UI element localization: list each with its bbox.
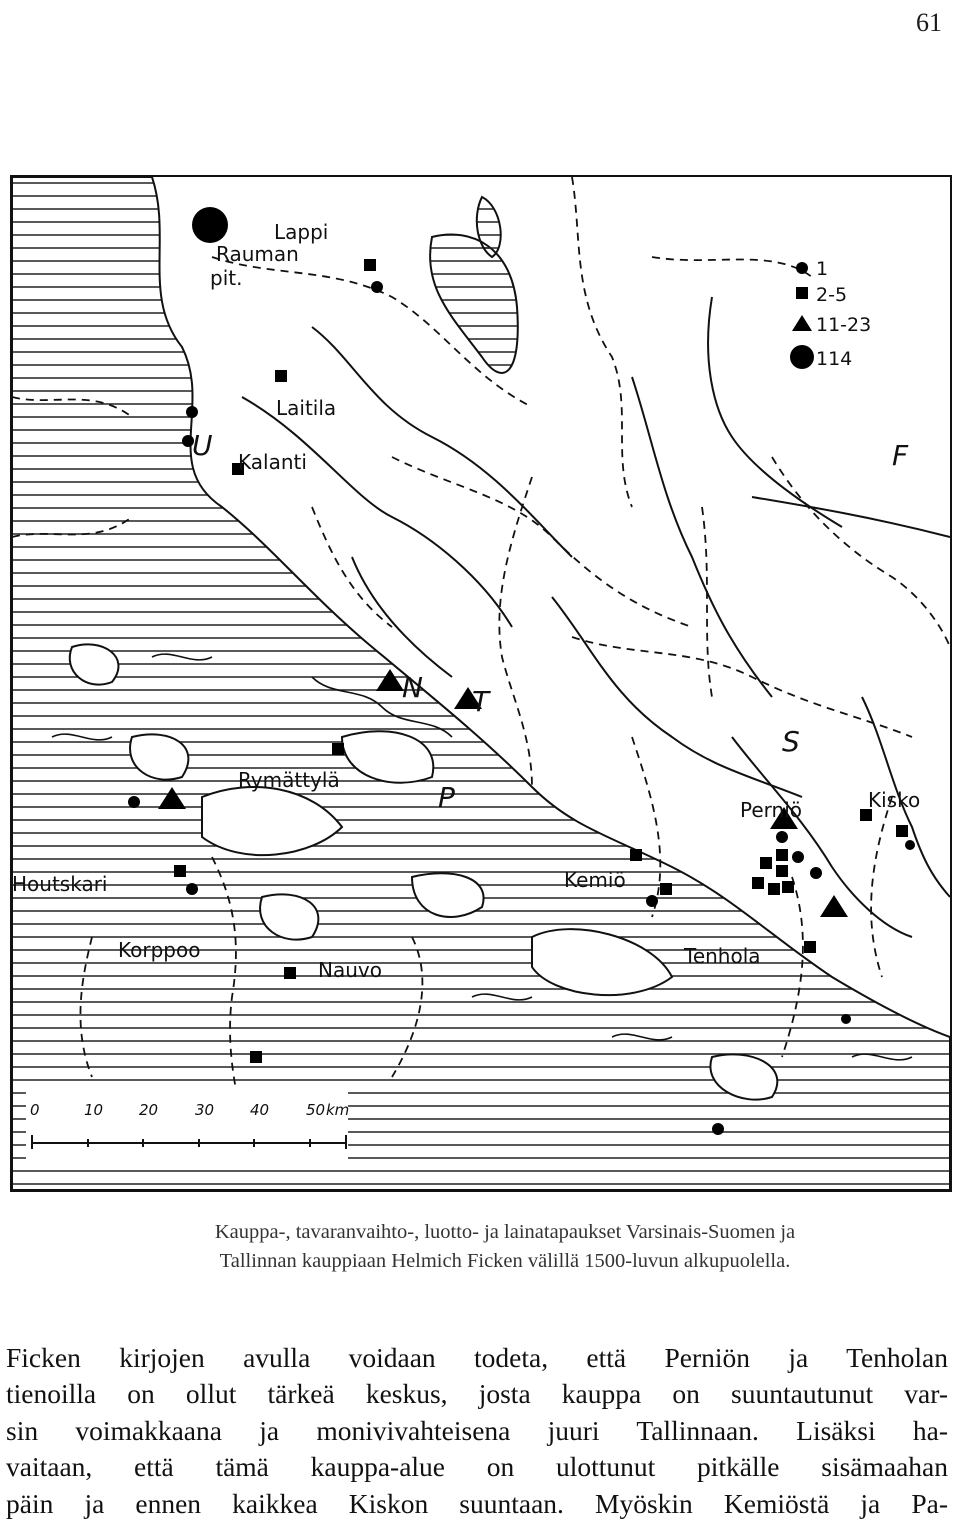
scale-bar (26, 1087, 349, 1167)
caption-line-1: Kauppa-, tavaranvaihto-, luotto- ja lainatapaukset Varsinais-Suomen ja (214, 1221, 796, 1243)
legend-square-icon (796, 287, 808, 299)
label-houtskari: Houtskari (12, 872, 108, 896)
map-legend (790, 258, 871, 370)
marker-square (782, 881, 794, 893)
body-line-3: sin voimakkaana ja monivivahteisena juuri Tallinnaan. Lisäksi ha- (6, 1414, 948, 1446)
scale-tick-50: 50 (306, 1101, 326, 1119)
label-lappi: Lappi (274, 220, 329, 244)
label-nauvo: Nauvo (318, 958, 382, 982)
marker-dot (128, 796, 140, 808)
page-number: 61 (916, 8, 942, 37)
legend-label-1: 1 (816, 258, 829, 280)
marker-dot (186, 406, 198, 418)
marker-square (174, 865, 186, 877)
marker-square (760, 857, 772, 869)
marker-square (768, 883, 780, 895)
marker-dot (371, 281, 383, 293)
scale-tick-0: 0 (30, 1101, 40, 1119)
historical-trade-map (10, 175, 952, 1192)
marker-big-dot (192, 207, 228, 243)
label-laitila: Laitila (276, 396, 337, 420)
label-korppoo: Korppoo (118, 938, 201, 962)
body-paragraph (6, 1340, 948, 1522)
marker-dot (712, 1123, 724, 1135)
marker-dot (646, 895, 658, 907)
scale-tick-10: 10 (84, 1101, 104, 1119)
legend-dot-icon (796, 262, 808, 274)
label-pit: pit. (210, 266, 243, 290)
marker-square (275, 370, 287, 382)
label-t: T (472, 685, 490, 718)
marker-dot (792, 851, 804, 863)
marker-square (364, 259, 376, 271)
label-kisko: Kisko (868, 788, 921, 812)
marker-square (804, 941, 816, 953)
body-line-4: vaitaan, että tämä kauppa-alue on ulottunut pitkälle sisämaahan (6, 1451, 948, 1483)
caption-line-2: Tallinnan kauppiaan Helmich Ficken välillä 1500-luvun alkupuolella. (219, 1250, 791, 1272)
marker-square (776, 849, 788, 861)
body-line-2: tienoilla on ollut tärkeä keskus, josta kauppa on suuntautunut var- (6, 1378, 948, 1410)
scale-tick-40: 40 (250, 1101, 270, 1119)
label-f: F (892, 439, 909, 472)
scale-unit: km (326, 1101, 350, 1119)
legend-label-3: 11-23 (816, 314, 872, 336)
scale-tick-20: 20 (139, 1101, 159, 1119)
legend-triangle-icon (792, 315, 812, 331)
marker-dot (905, 840, 915, 850)
marker-square (776, 865, 788, 877)
marker-square (284, 967, 296, 979)
label-pernio: Perniö (740, 798, 802, 822)
legend-big-dot-icon (790, 345, 814, 369)
label-kalanti: Kalanti (238, 450, 307, 474)
marker-square (332, 743, 344, 755)
label-u: U (192, 429, 213, 462)
map-caption (70, 1218, 940, 1276)
marker-square (630, 849, 642, 861)
label-p: P (438, 781, 455, 814)
marker-dot (841, 1014, 851, 1024)
marker-square (896, 825, 908, 837)
label-rymattyla: Rymättylä (238, 768, 340, 792)
lake (430, 235, 518, 373)
marker-dot (776, 831, 788, 843)
marker-dot (186, 883, 198, 895)
marker-triangle (820, 895, 848, 917)
legend-label-2: 2-5 (816, 284, 848, 306)
legend-label-4: 114 (816, 348, 853, 370)
label-kemio: Kemiö (564, 868, 626, 892)
label-s: S (782, 725, 800, 758)
marker-dot (810, 867, 822, 879)
marker-square (752, 877, 764, 889)
label-n: N (402, 671, 423, 704)
marker-square (250, 1051, 262, 1063)
label-tenhola: Tenhola (684, 944, 761, 968)
marker-square (660, 883, 672, 895)
scale-tick-30: 30 (195, 1101, 215, 1119)
body-line-5: päin ja ennen kaikkea Kiskon suuntaan. Myöskin Kemiöstä ja Pa- (6, 1487, 948, 1519)
body-line-1: Ficken kirjojen avulla voidaan todeta, että Perniön ja Tenholan (6, 1342, 948, 1373)
label-rauman: Rauman (216, 242, 299, 266)
